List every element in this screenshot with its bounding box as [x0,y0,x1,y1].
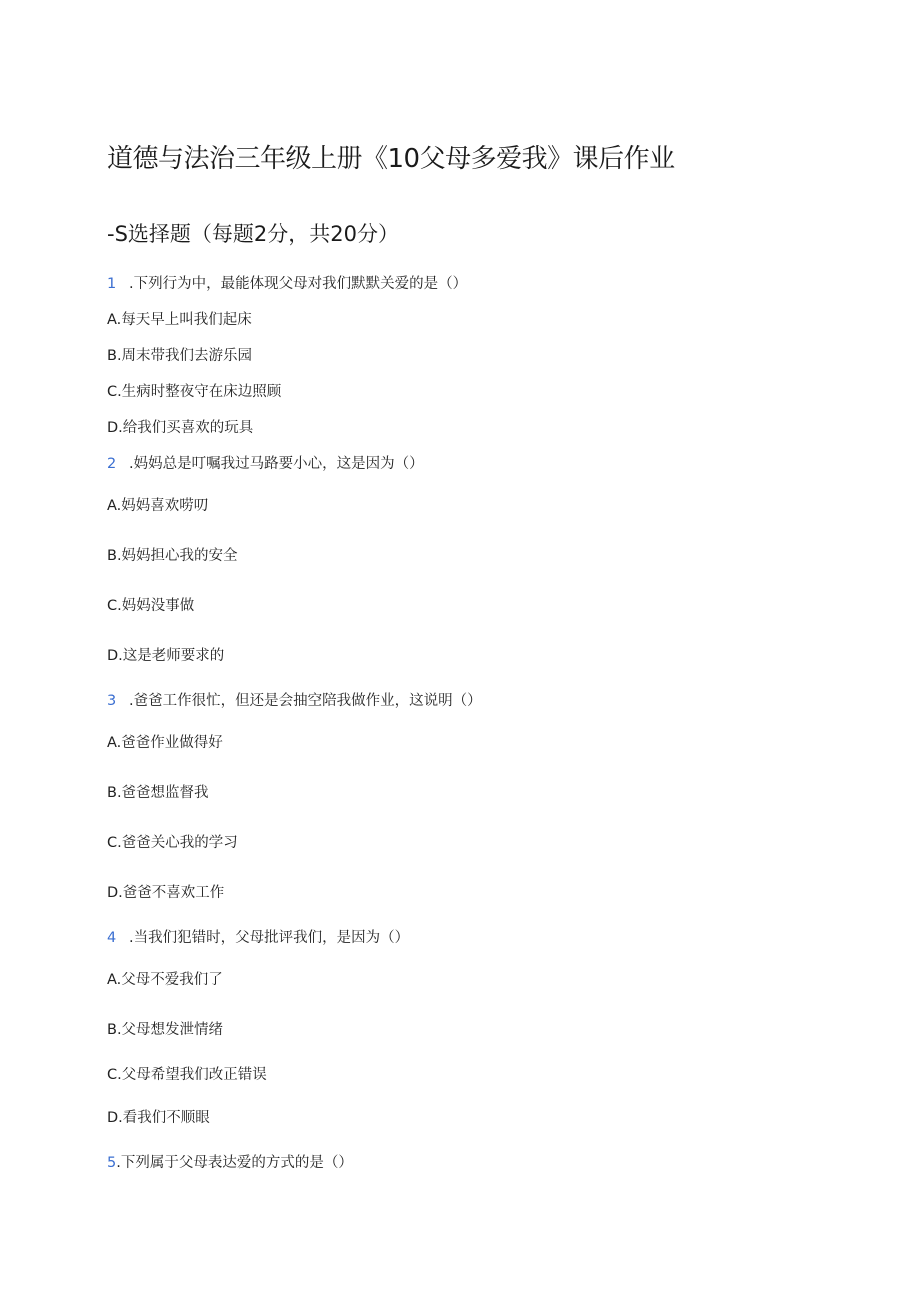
option-3a: A.爸爸作业做得好 [107,735,223,751]
section-heading: -S选择题（每题2分，共20分） [107,222,399,246]
option-4b: B.父母想发泄情绪 [107,1022,224,1038]
option-1d: D.给我们买喜欢的玩具 [107,420,254,436]
option-3c: C.爸爸关心我的学习 [107,835,238,851]
question-1 [107,272,467,293]
option-1a: A.每天早上叫我们起床 [107,312,252,328]
question-number: 1 [107,276,117,292]
question-number: 5 [107,1155,117,1171]
question-number: 4 [107,930,117,946]
question-number: 3 [107,693,117,709]
option-4d: D.看我们不顺眼 [107,1110,210,1126]
option-1b: B.周末带我们去游乐园 [107,348,253,364]
question-3 [107,689,482,710]
question-text: .下列行为中，最能体现父母对我们默默关爱的是（） [129,276,468,292]
option-1c: C.生病时整夜守在床边照顾 [107,384,282,400]
question-text: .当我们犯错时，父母批评我们，是因为（） [129,930,410,946]
option-3d: D.爸爸不喜欢工作 [107,885,225,901]
option-4a: A.父母不爱我们了 [107,972,223,988]
question-text: .妈妈总是叮嘱我过马路要小心，这是因为（） [129,456,424,472]
question-text: .爸爸工作很忙，但还是会抽空陪我做作业，这说明（） [129,693,482,709]
option-2a: A.妈妈喜欢唠叨 [107,498,209,514]
question-2 [107,452,424,473]
page-title: 道德与法治三年级上册《10父母多爱我》课后作业 [107,144,675,174]
option-2c: C.妈妈没事做 [107,598,195,614]
option-3b: B.爸爸想监督我 [107,785,209,801]
question-text: .下列属于父母表达爱的方式的是（） [116,1155,353,1171]
question-4 [107,926,409,947]
question-number: 2 [107,456,117,472]
option-2b: B.妈妈担心我的安全 [107,548,238,564]
option-2d: D.这是老师要求的 [107,648,225,664]
question-5 [107,1151,353,1172]
option-4c: C.父母希望我们改正错误 [107,1067,267,1083]
